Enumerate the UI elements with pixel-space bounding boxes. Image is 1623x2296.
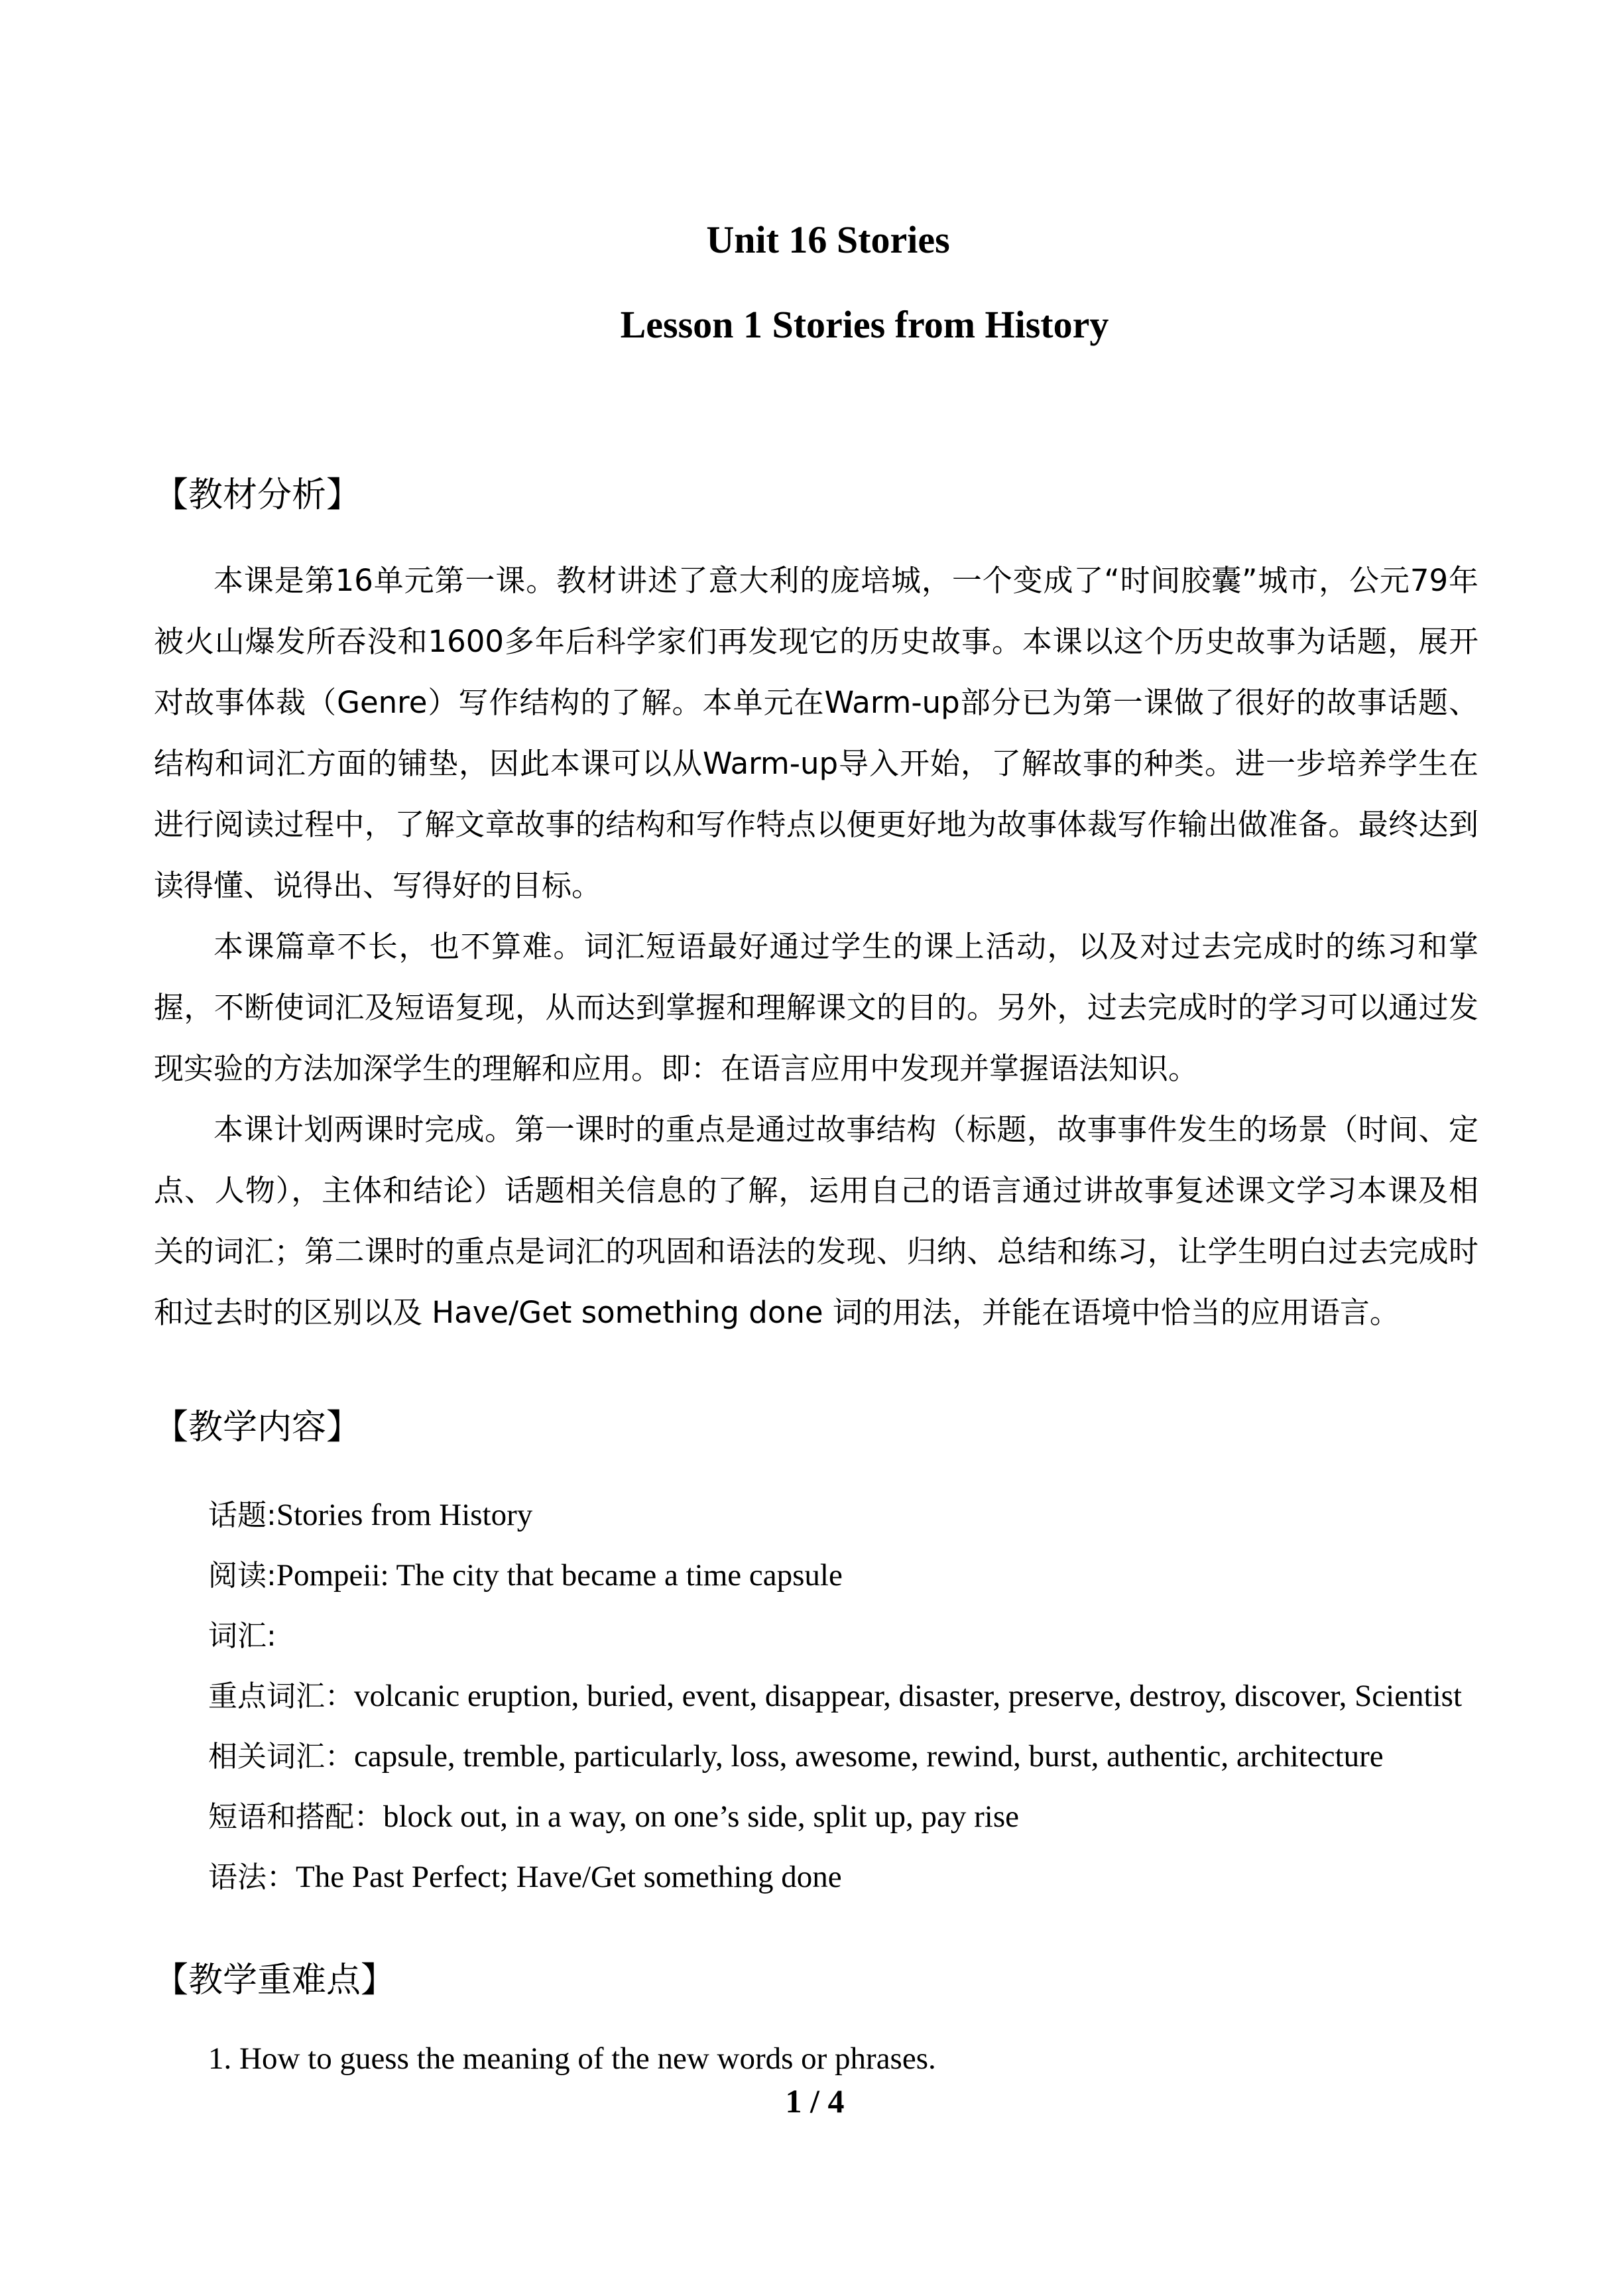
phrases-value: block out, in a way, on one’s side, split up, pay rise [383, 1799, 1020, 1834]
related-vocab-label: 相关词汇： [208, 1740, 354, 1774]
related-vocab-value: capsule, tremble, particularly, loss, awesome, rewind, burst, authentic, architecture [354, 1739, 1384, 1774]
content-row-grammar [208, 1847, 1501, 1907]
section-heading-difficulties: 【教学重难点】 [154, 1961, 396, 2000]
reading-value: Pompeii: The city that became a time capsule [276, 1558, 843, 1593]
content-row-vocab [208, 1606, 1501, 1666]
difficulty-item: 1. How to guess the meaning of the new words or phrases. [208, 2041, 936, 2076]
page-number: 1 / 4 [785, 2083, 845, 2120]
content-row-phrases [208, 1787, 1501, 1847]
analysis-body [154, 550, 1478, 1343]
topic-label: 话题: [208, 1498, 276, 1532]
analysis-paragraph: 本课是第16单元第一课。教材讲述了意大利的庞培城，一个变成了“时间胶囊”城市，公元79年被火山爆发所吞没和1600多年后科学家们再发现它的历史故事。本课以这个历史故事为话题，展开对故事体裁（Genre）写作结构的了解。本单元在Warm-up部分已为第一课做了很好的故事话题、结构和词汇方面的铺垫，因此本课可以从Warm-up导入开始，了解故事的种类。进一步培养学生在进行阅读过程中，了解文章故事的结构和写作特点以便更好地为故事体裁写作输出做准备。最终达到读得懂、说得出、写得好的目标。 [154, 563, 1478, 903]
content-row-key-vocab [208, 1666, 1501, 1726]
analysis-paragraph: 本课篇章不长，也不算难。词汇短语最好通过学生的课上活动，以及对过去完成时的练习和掌握，不断使词汇及短语复现，从而达到掌握和理解课文的目的。另外，过去完成时的学习可以通过发现实验的方法加深学生的理解和应用。即：在语言应用中发现并掌握语法知识。 [154, 929, 1478, 1086]
content-row-related-vocab [208, 1726, 1501, 1787]
document-title: Unit 16 Stories [706, 218, 950, 261]
grammar-label: 语法： [208, 1860, 296, 1894]
section-heading-content: 【教学内容】 [154, 1408, 361, 1447]
content-row-topic [208, 1485, 1501, 1545]
analysis-paragraph: 本课计划两课时完成。第一课时的重点是通过故事结构（标题，故事事件发生的场景（时间、定点、人物），主体和结论）话题相关信息的了解，运用自己的语言通过讲故事复述课文学习本课及相关的词汇；第二课时的重点是词汇的巩固和语法的发现、归纳、总结和练习，让学生明白过去完成时和过去时的区别以及 Have/Get something done 词的用法，并能在语境中恰当的应用语言。 [154, 1112, 1478, 1330]
section-heading-analysis: 【教材分析】 [154, 475, 361, 515]
topic-value: Stories from History [276, 1498, 533, 1532]
key-vocab-label: 重点词汇： [208, 1679, 354, 1713]
reading-label: 阅读: [208, 1559, 276, 1593]
phrases-label: 短语和搭配： [208, 1800, 383, 1834]
content-list [208, 1485, 1501, 1907]
key-vocab-value: volcanic eruption, buried, event, disappear, disaster, preserve, destroy, discover, Scientist [354, 1679, 1463, 1713]
content-row-reading [208, 1545, 1501, 1606]
grammar-value: The Past Perfect; Have/Get something done [296, 1860, 842, 1894]
vocab-label: 词汇: [208, 1619, 276, 1653]
document-subtitle: Lesson 1 Stories from History [620, 303, 1109, 346]
